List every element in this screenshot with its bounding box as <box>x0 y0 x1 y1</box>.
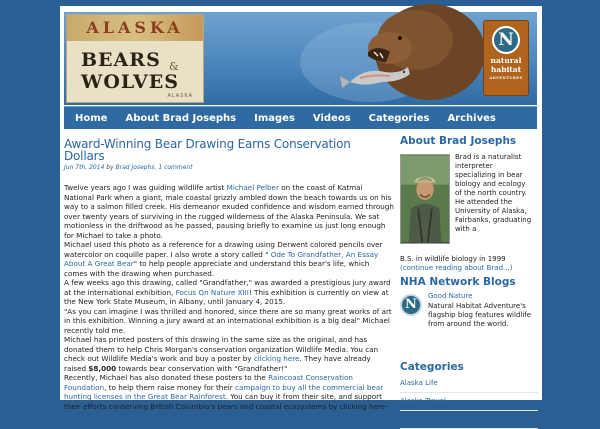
natural-habitat-n-icon: N <box>492 26 520 54</box>
nav-home[interactable]: Home <box>75 112 108 124</box>
badge-habitat-text: habitat <box>490 65 522 74</box>
category-aurora-borealis[interactable]: Aurora Borealis <box>400 411 538 429</box>
good-nature-description: Natural Habitat Adventure's flagship blog features wildlife from around the world. <box>428 302 532 328</box>
about-heading: About Brad Josephs <box>400 135 517 147</box>
post-date: Jun 7th, 2014 <box>64 164 105 171</box>
post-meta: Jun 7th, 2014 by Brad Josephs. 1 comment <box>64 164 193 171</box>
logo-ampersand: & <box>169 60 179 73</box>
post-paragraph: Michael has printed posters of this drawing in the same size as the original, and has donated them to help Chris Morgan's conservation organization Wildlife Media. You can check out Wildlife Media's work and buy a poster by clicking here. They have already raised $8,000 towards bear conservation with "Grandfather!" <box>64 335 379 373</box>
nav-categories[interactable]: Categories <box>368 112 430 124</box>
post-author[interactable]: Brad Josephs <box>115 164 155 171</box>
campaign-link[interactable]: campaign to buy all the commercial bear hunting licenses in the Great Bear Rainforest <box>64 382 384 401</box>
post-title[interactable]: Award-Winning Bear Drawing Earns Conservation Dollars <box>64 137 351 163</box>
natural-habitat-badge[interactable] <box>483 20 529 96</box>
post-body <box>64 183 394 411</box>
site-logo[interactable] <box>66 14 204 103</box>
ode-to-grandfather-link[interactable]: Ode To Grandfather, An Essay About A Great Bear <box>64 249 379 268</box>
continue-reading-link[interactable]: (continue reading about Brad...) <box>400 264 513 272</box>
post-paragraph: A few weeks ago this drawing, called "Grandfather," was awarded a prestigious jury award at the international exhibition, Focus On Nature XIII! This exhibition is currently on view at the New York State Museum, in Albany, until January 4, 2015. <box>64 278 391 306</box>
nav-images[interactable]: Images <box>254 112 295 124</box>
nav-about-brad-josephs[interactable]: About Brad Josephs <box>125 112 237 124</box>
about-text: Brad is a naturalist interpreter specializing in bear biology and ecology of the north country. He attended the University of Alaska, Fairbanks, graduating with a <box>455 153 532 233</box>
logo-alaska: ALASKA <box>67 15 203 41</box>
post-paragraph: "As you can imagine I was thrilled and honored, since there are so many great works of art in this exhibition. Winning a jury award at an international exhibition is a big deal" Michael recently told me. <box>64 306 392 335</box>
good-nature-link[interactable]: Good Nature <box>428 292 473 300</box>
post-comments-link[interactable]: 1 comment <box>158 164 193 171</box>
categories-list <box>400 375 538 429</box>
nha-network-heading: NHA Network Blogs <box>400 276 516 288</box>
logo-wolves: WOLVES <box>81 71 179 93</box>
logo-bears: BEARS <box>81 49 161 71</box>
natural-habitat-logo-icon[interactable]: N <box>400 294 422 316</box>
nav-archives[interactable]: Archives <box>447 112 496 124</box>
about-text-continued: B.S. in wildlife biology in 1999 (continue reading about Brad...) <box>400 255 513 272</box>
categories-heading: Categories <box>400 361 464 373</box>
nha-network-blogs <box>400 292 538 358</box>
brad-josephs-photo <box>400 154 450 244</box>
focus-on-nature-link[interactable]: Focus On Nature XIII <box>175 287 249 297</box>
main-nav <box>64 106 537 129</box>
about-section <box>400 149 538 273</box>
post-paragraph: Michael used this photo as a reference for a drawing using Derwent colored pencils over watercolor on coquille paper. I also wrote a story called " Ode To Grandfather, An Essay About A Great Bear" to help people appreciate and understand this bear's life, which comes with the drawing when purchased. <box>64 240 383 278</box>
badge-natural-text: natural <box>490 56 522 65</box>
bear-catching-salmon-image <box>320 12 470 105</box>
site-header <box>64 12 537 105</box>
badge-adventures-text: ADVENTURES <box>489 76 523 80</box>
sidebar <box>400 132 538 423</box>
logo-subtitle: ALASKA <box>167 93 193 99</box>
michael-pelber-link[interactable]: Michael Pelber <box>226 183 279 192</box>
category-alaska-travel[interactable]: Alaska Travel <box>400 393 538 411</box>
post-by: by <box>106 164 114 171</box>
main-content <box>64 132 394 411</box>
raincoast-link[interactable]: Raincoast Conservation Foundation <box>64 373 353 392</box>
clicking-here-link[interactable]: clicking here <box>253 354 300 363</box>
post-paragraph: Twelve years ago I was guiding wildlife artist Michael Pelber on the coast of Katmai National Park when a giant, male coastal grizzly ambled down the beach towards us on his way to a salmon filled creek. His demeanor exuded confidence and wisdom earned through over twenty years of surviving in the rugged wilderness of the Alaska Peninsula. We sat motionless in the driftwood as he passed, pausing briefly to examine us just long enough for Michael to take a photo. <box>64 183 394 240</box>
page-container <box>60 6 542 423</box>
nav-videos[interactable]: Videos <box>312 112 351 124</box>
post-paragraph: Recently, Michael has also donated these posters to the Raincoast Conservation Foundation, to help them raise money for their campaign to buy all the commercial bear hunting licenses in the Great Bear Rainforest. You can buy it from their site, and support their efforts conserving British Columbia's bears and coastal ecosystems by clicking here- <box>64 373 388 411</box>
category-alaska-life[interactable]: Alaska Life <box>400 375 538 393</box>
